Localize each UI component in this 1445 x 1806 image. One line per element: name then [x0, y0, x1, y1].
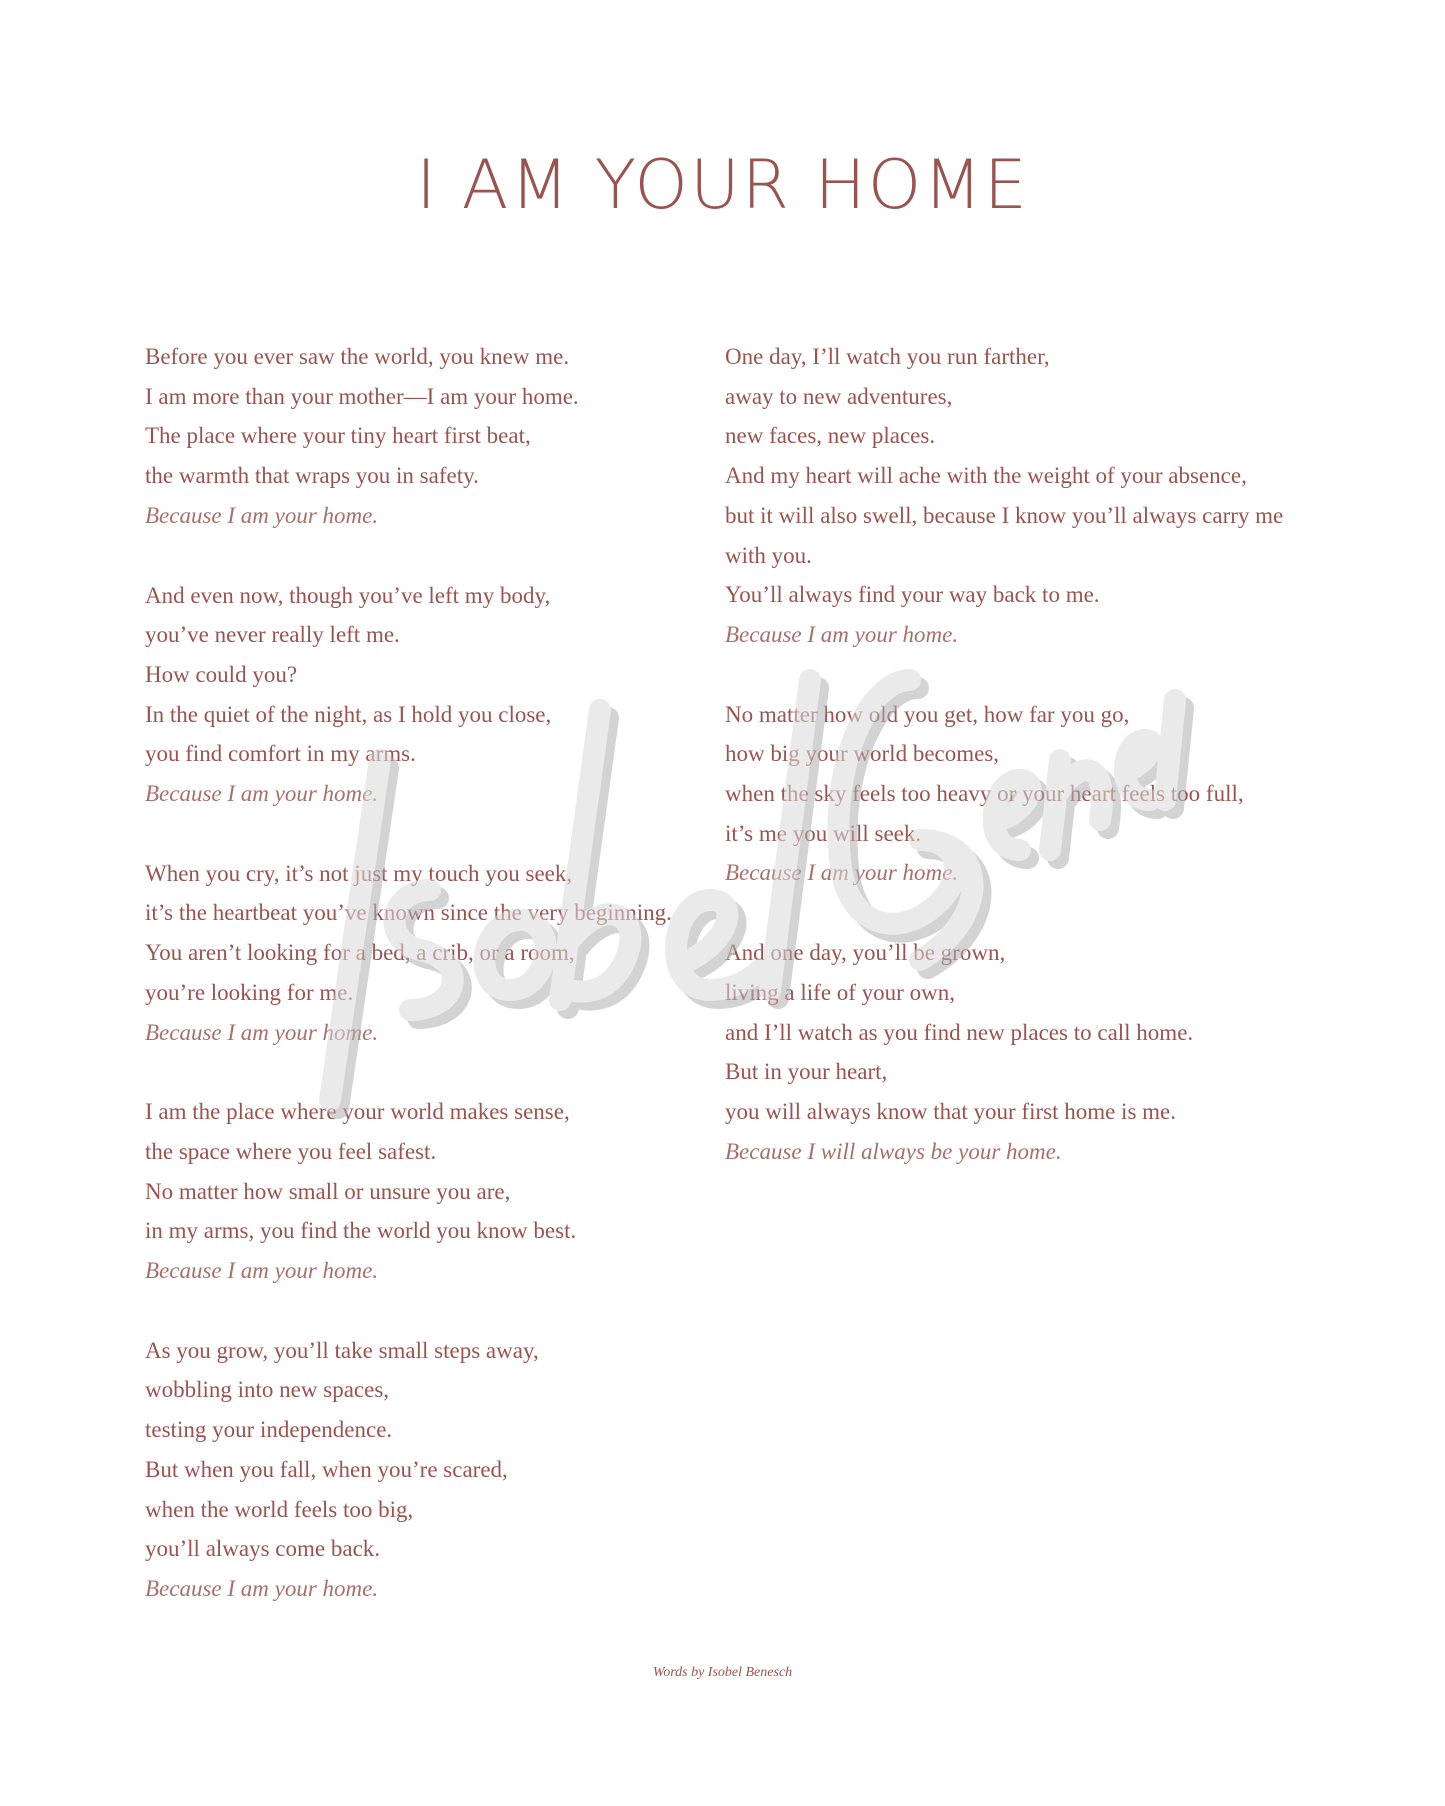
poem-line: You’ll always find your way back to me. [725, 582, 1100, 608]
poem-line: you find comfort in my arms. [145, 741, 416, 767]
poem-stanza [725, 933, 1325, 1171]
poem-line: when the world feels too big, [145, 1496, 414, 1522]
poem-line: No matter how small or unsure you are, [145, 1178, 511, 1204]
poem-line: in my arms, you find the world you know best. [145, 1218, 577, 1244]
poem-line: the warmth that wraps you in safety. [145, 463, 479, 489]
poem-refrain: Because I am your home. [145, 781, 379, 807]
poem-column-left [145, 337, 715, 1649]
poem-line: As you grow, you’ll take small steps away, [145, 1337, 539, 1363]
poem-stanza [145, 1331, 715, 1609]
poem-line: When you cry, it’s not just my touch you seek, [145, 860, 573, 886]
poem-line: away to new adventures, [725, 383, 953, 409]
poem-line: And my heart will ache with the weight of your absence, [725, 463, 1247, 489]
poem-refrain: Because I am your home. [725, 860, 959, 886]
poem-line: But when you fall, when you’re scared, [145, 1456, 508, 1482]
poem-line: but it will also swell, because I know you’ll always carry me [725, 502, 1284, 528]
poem-refrain: Because I am your home. [145, 502, 379, 528]
poem-line: And one day, you’ll be grown, [725, 940, 1006, 966]
poem-line: when the sky feels too heavy or your heart feels too full, [725, 781, 1244, 807]
poem-line: wobbling into new spaces, [145, 1377, 390, 1403]
poem-refrain: Because I am your home. [145, 1575, 379, 1601]
poem-line: One day, I’ll watch you run farther, [725, 344, 1050, 369]
poem-refrain: Because I am your home. [725, 621, 959, 647]
poem-line: You aren’t looking for a bed, a crib, or a room, [145, 940, 575, 966]
poem-column-right [725, 337, 1325, 1211]
poem-line: you’re looking for me. [145, 979, 354, 1005]
poem-line: In the quiet of the night, as I hold you close, [145, 701, 552, 727]
poem-line: I am the place where your world makes sense, [145, 1099, 570, 1125]
poem-line: you will always know that your first home is me. [725, 1098, 1176, 1124]
poem-line: the space where you feel safest. [145, 1138, 437, 1164]
poem-line: testing your independence. [145, 1417, 393, 1443]
poem-stanza [145, 337, 715, 536]
poem-title: I AM YOUR HOME [416, 146, 1029, 225]
poem-line: But in your heart, [725, 1059, 888, 1085]
poem-line: living a life of your own, [725, 979, 955, 1005]
poem-line: How could you? [145, 661, 298, 687]
author-credit: Words by Isobel Benesch [652, 1665, 793, 1680]
poem-refrain: Because I am your home. [145, 1258, 379, 1284]
poem-stanza [725, 337, 1325, 655]
poem-line: No matter how old you get, how far you go, [725, 701, 1130, 727]
poem-stanza [145, 854, 715, 1053]
poem-line: And even now, though you’ve left my body, [145, 582, 551, 608]
poem-line: with you. [725, 542, 812, 568]
poem-line: The place where your tiny heart first beat, [145, 423, 531, 449]
poem-line: new faces, new places. [725, 423, 936, 449]
poem-line: it’s me you will seek. [725, 820, 922, 846]
poem-line: it’s the heartbeat you’ve known since the very beginning. [145, 900, 672, 926]
poem-line: you’ll always come back. [145, 1536, 381, 1562]
poem-refrain: Because I am your home. [145, 1019, 379, 1045]
poem-line: Before you ever saw the world, you knew me. [145, 344, 570, 369]
poem-refrain: Because I will always be your home. [725, 1138, 1062, 1164]
poem-line: you’ve never really left me. [145, 622, 400, 648]
poem-stanza [145, 576, 715, 814]
poem-line: I am more than your mother—I am your home. [145, 383, 579, 409]
poem-stanza [145, 1092, 715, 1291]
poem-line: how big your world becomes, [725, 741, 1000, 767]
poem-line: and I’ll watch as you find new places to call home. [725, 1019, 1194, 1045]
poem-stanza [725, 695, 1325, 894]
